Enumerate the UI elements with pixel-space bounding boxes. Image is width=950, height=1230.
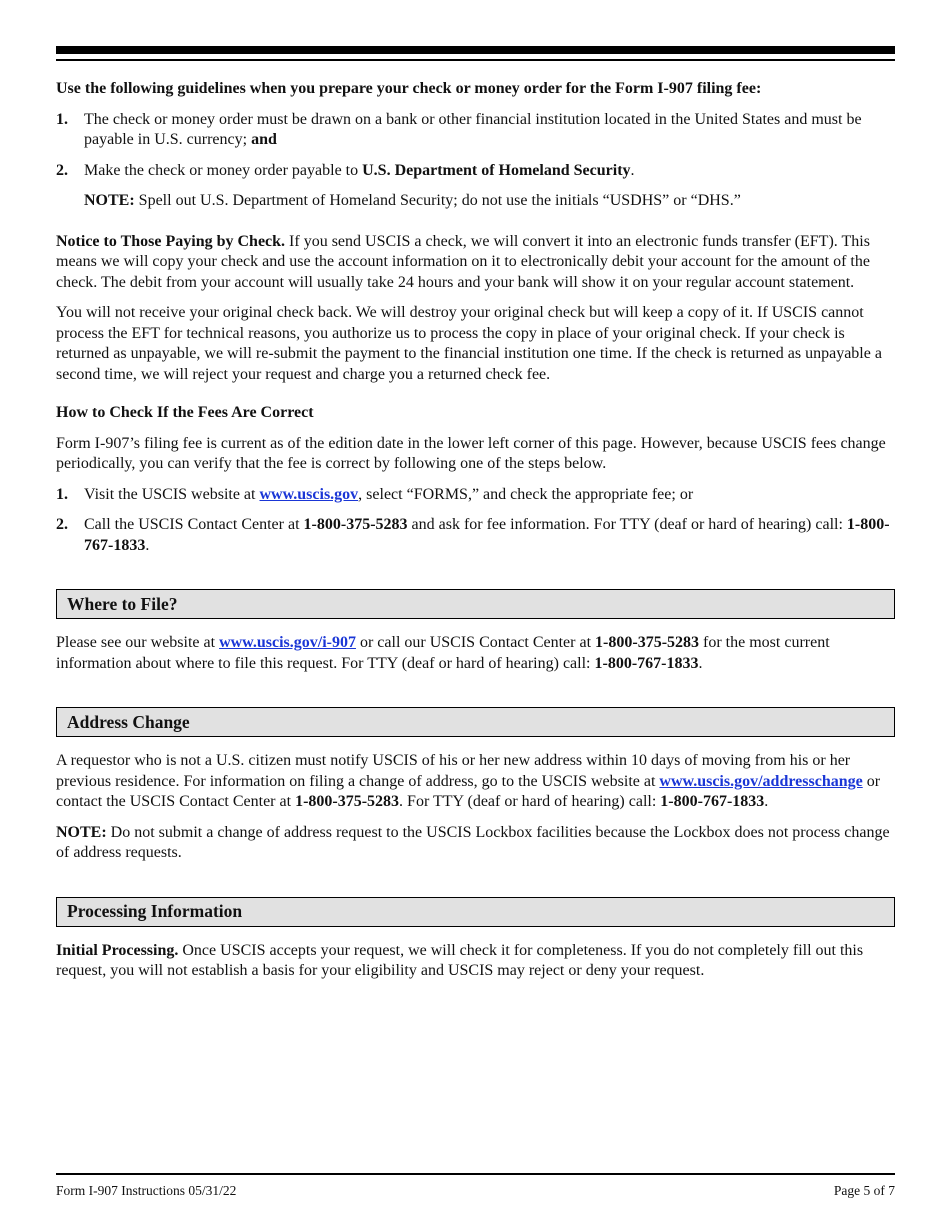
guidelines-item-2 [56, 161, 895, 182]
fees-intro: Form I-907’s filing fee is current as of the edition date in the lower left corner of this page. However, because USCIS fees change periodically, you can verify that the fee is correct by following one of the steps below. [56, 434, 886, 472]
contact-phone: 1-800-375-5283 [295, 793, 400, 810]
section-address-change: Address Change [56, 707, 895, 737]
item-number: 2. [56, 161, 68, 179]
section-where-to-file: Where to File? [56, 589, 895, 619]
addresschange-link[interactable]: www.uscis.gov/addresschange [659, 772, 863, 790]
header-rule-thick [56, 46, 895, 54]
item-text: Visit the USCIS website at www.uscis.gov, select “FORMS,” and check the appropriate fee; or [84, 485, 694, 503]
item-text: Call the USCIS Contact Center at 1-800-375-5283 and ask for fee information. For TTY (deaf or hard of hearing) call: 1-800-767-1833. [84, 516, 890, 554]
processing-paragraph: Initial Processing. Once USCIS accepts your request, we will check it for completeness. If you do not completely fill out this request, you will not establish a basis for your eligibility and USCIS may reject or deny your request. [56, 941, 864, 979]
guidelines-item-1 [56, 110, 895, 151]
contact-phone: 1-800-375-5283 [595, 634, 700, 651]
fees-item-1 [56, 485, 895, 506]
document-body [56, 79, 895, 992]
footer-form-edition: Form I-907 Instructions 05/31/22 [56, 1183, 237, 1198]
footer-rule [56, 1173, 895, 1175]
address-paragraph: A requestor who is not a U.S. citizen must notify USCIS of his or her new address within 10 days of moving from his or her previous residence. For information on filing a change of address, go to the USCIS website at www.uscis.gov/addresschange or contact the USCIS Contact Center at 1-800-375-5283. For TTY (deaf or hard of hearing) call: 1-800-767-1833. [56, 752, 881, 810]
item-number: 1. [56, 110, 68, 128]
contact-phone: 1-800-375-5283 [303, 516, 408, 533]
uscis-link[interactable]: www.uscis.gov [259, 485, 359, 503]
item-text: The check or money order must be drawn on a bank or other financial institution located in the United States and must be payable in U.S. currency; and [84, 110, 862, 148]
tty-phone: 1-800-767-1833 [84, 516, 890, 554]
footer-page-number: Page 5 of 7 [833, 1183, 895, 1198]
guidelines-note: NOTE: Spell out U.S. Department of Homeland Security; do not use the initials “USDHS” or “DHS.” [84, 192, 741, 209]
return-check-paragraph: You will not receive your original check back. We will destroy your original check but will keep a copy of it. If USCIS cannot process the EFT for technical reasons, you authorize us to process the copy in place of your original check. If your check is returned as unpayable, we will re-submit the payment to the financial institution one time. If the check is returned as unpayable a second time, we will reject your request and charge you a returned check fee. [56, 304, 882, 383]
section-processing-information: Processing Information [56, 897, 895, 927]
i907-link[interactable]: www.uscis.gov/i-907 [219, 634, 356, 651]
notice-check-paragraph: Notice to Those Paying by Check. If you send USCIS a check, we will convert it into an electronic funds transfer (EFT). This means we will copy your check and use the account information on it to electronically debit your account for the amount of the check. The debit from your account will usually take 24 hours and your bank will show it on your regular account statement. [56, 232, 870, 291]
header-rule-thin [56, 59, 895, 61]
fees-heading: How to Check If the Fees Are Correct [56, 404, 314, 421]
item-number: 2. [56, 516, 68, 533]
tty-phone: 1-800-767-1833 [660, 793, 765, 810]
where-paragraph: Please see our website at www.uscis.gov/i-907 or call our USCIS Contact Center at 1-800-375-5283 for the most current information about where to file this request. For TTY (deaf or hard of hearing) call: 1-800-767-1833. [56, 634, 830, 672]
guidelines-lead: Use the following guidelines when you prepare your check or money order for the Form I-907 filing fee: [56, 80, 762, 97]
item-text: Make the check or money order payable to U.S. Department of Homeland Security. [84, 161, 635, 179]
item-number: 1. [56, 485, 68, 503]
tty-phone: 1-800-767-1833 [594, 654, 699, 672]
fees-item-2 [56, 515, 895, 556]
address-note: NOTE: Do not submit a change of address request to the USCIS Lockbox facilities because the Lockbox does not process change of address requests. [56, 823, 890, 861]
